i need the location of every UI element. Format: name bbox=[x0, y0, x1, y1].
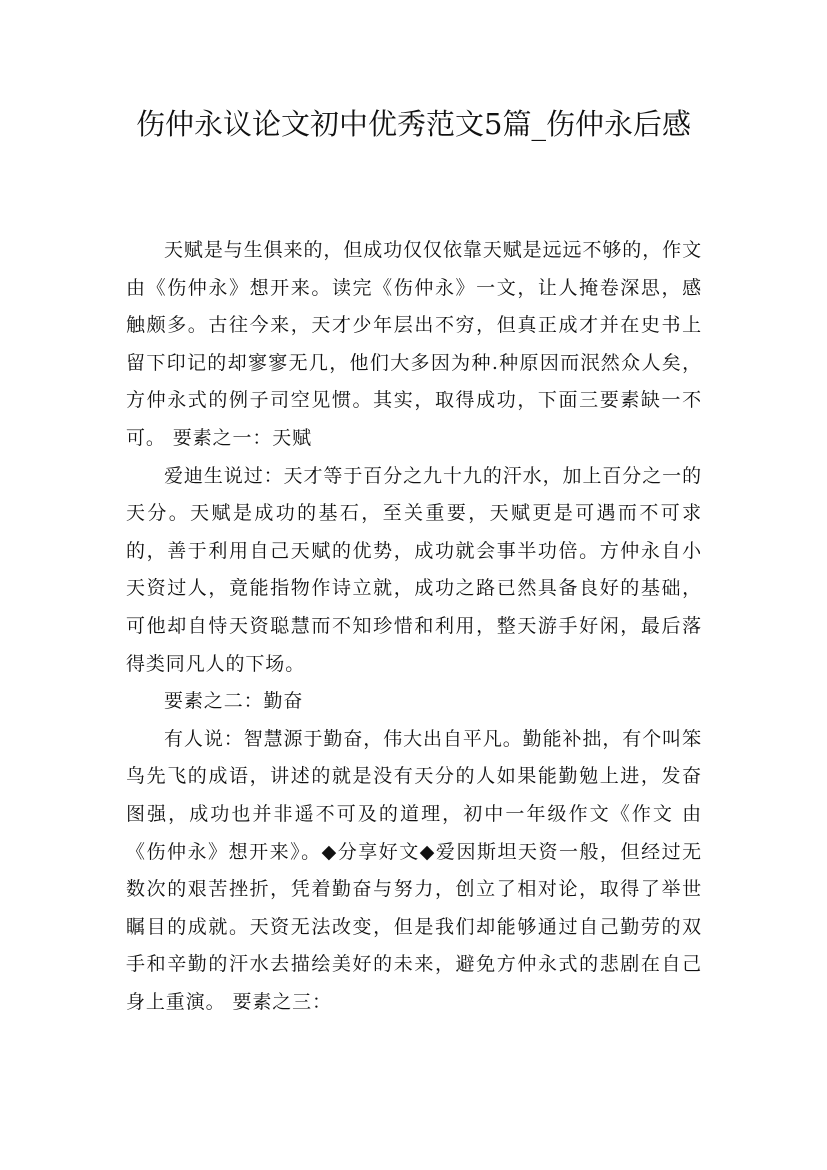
paragraph-edison: 爱迪生说过：天才等于百分之九十九的汗水，加上百分之一的天分。天赋是成功的基石，至关重要，天赋更是可遇而不可求的，善于利用自己天赋的优势，成功就会事半功倍。方仲永自小天资过人，竟能指物作诗立就，成功之路已然具备良好的基础，可他却自恃天资聪慧而不知珍惜和利用，整天游手好闲，最后落得类同凡人的下场。 bbox=[126, 464, 702, 675]
paragraph-diligence: 有人说：智慧源于勤奋，伟大出自平凡。勤能补拙，有个叫笨鸟先飞的成语，讲述的就是没有天分的人如果能勤勉上进，发奋图强，成功也并非遥不可及的道理，初中一年级作文《作文 由《伤仲永》想开来》。◆分享好文◆爱因斯坦天资一般，但经过无数次的艰苦挫折，凭着勤奋与努力，创立了相对论，取得了举世瞩目的成就。天资无法改变，但是我们却能够通过自己勤劳的双手和辛勤的汗水去描绘美好的未来，避免方仲永式的悲剧在自己身上重演。 要素之三： bbox=[126, 727, 702, 1013]
document-body bbox=[126, 232, 702, 1021]
document-title: 伤仲永议论文初中优秀范文5篇_伤仲永后感 bbox=[136, 107, 691, 141]
paragraph-heading-diligence: 要素之二：勤奋 bbox=[164, 690, 304, 713]
paragraph-talent: 天赋是与生俱来的，但成功仅仅依靠天赋是远远不够的，作文 由《伤仲永》想开来。读完《伤仲永》一文，让人掩卷深思，感触颇多。古往今来，天才少年层出不穷，但真正成才并在史书上留下印记的却寥寥无几，他们大多因为种.种原因而泯然众人矣，方仲永式的例子司空见惯。其实，取得成功，下面三要素缺一不可。 要素之一：天赋 bbox=[126, 239, 702, 449]
